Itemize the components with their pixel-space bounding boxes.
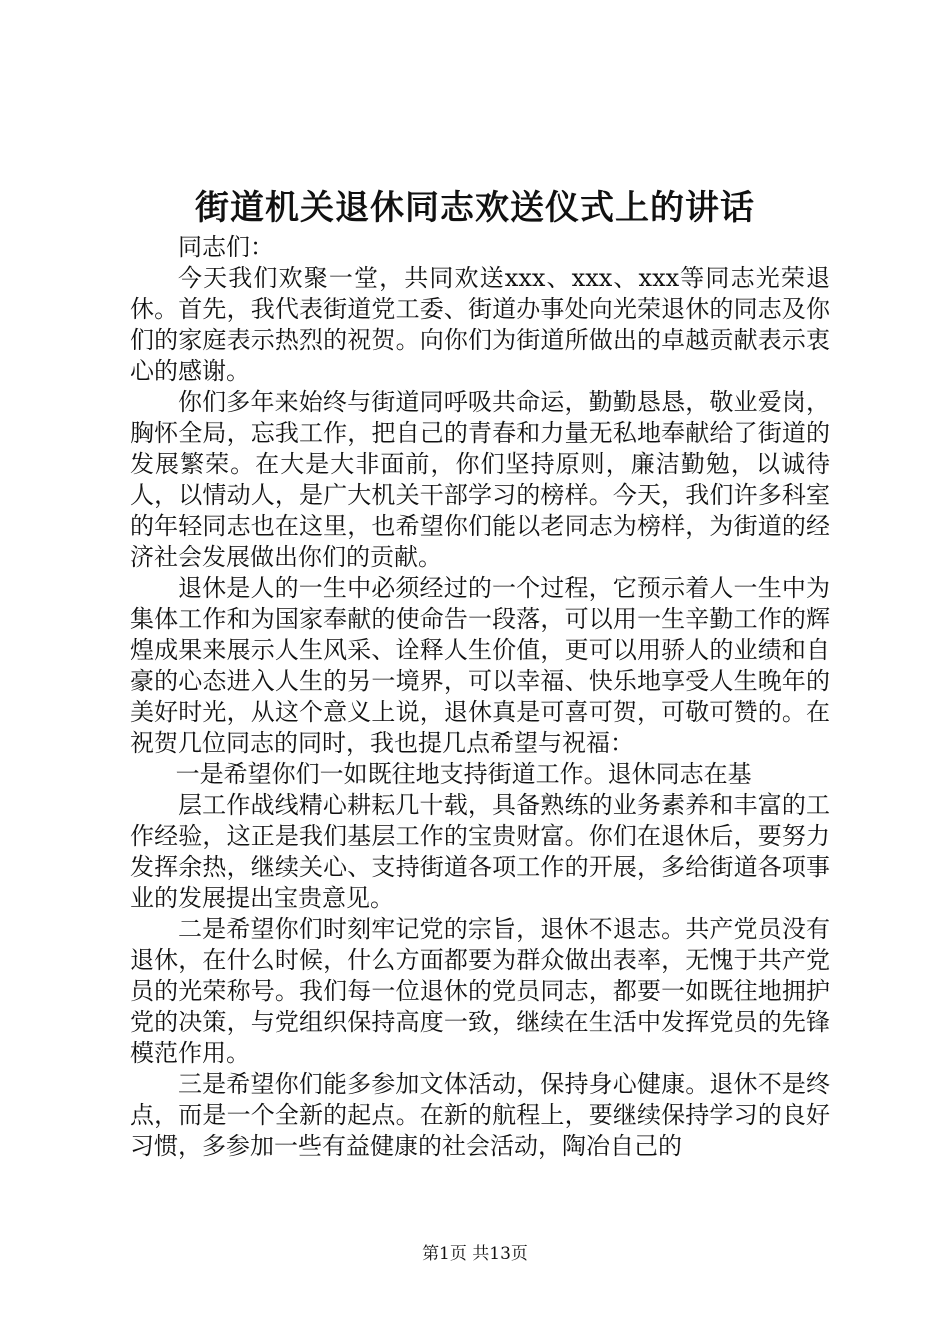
body-paragraph: 你们多年来始终与街道同呼吸共命运，勤勤恳恳，敬业爱岗，胸怀全局，忘我工作，把自己的青春和力量无私地奉献给了街道的发展繁荣。在大是大非面前，你们坚持原则，廉洁勤勉，以诚待人，以情动人，是广大机关干部学习的榜样。今天，我们许多科室的年轻同志也在这里，也希望你们能以老同志为榜样，为街道的经济社会发展做出你们的贡献。 bbox=[130, 388, 830, 571]
body-paragraph: 退休是人的一生中必须经过的一个过程，它预示着人一生中为集体工作和为国家奉献的使命告一段落，可以用一生辛勤工作的辉煌成果来展示人生风采、诠释人生价值，更可以用骄人的业绩和自豪的心态进入人生的另一境界，可以幸福、快乐地享受人生晚年的美好时光，从这个意义上说，退休真是可喜可贺，可敬可赞的。在祝贺几位同志的同时，我也提几点希望与祝福： bbox=[130, 574, 830, 757]
document-body bbox=[130, 232, 830, 1162]
body-paragraph: 一是希望你们一如既往地支持街道工作。退休同志在基 bbox=[175, 760, 752, 788]
body-paragraph: 今天我们欢聚一堂，共同欢送xxx、xxx、xxx等同志光荣退休。首先，我代表街道党工委、街道办事处向光荣退休的同志及你们的家庭表示热烈的祝贺。向你们为街道所做出的卓越贡献表示衷心的感谢。 bbox=[130, 264, 830, 385]
page-number-footer: 第1页 共13页 bbox=[422, 1244, 528, 1264]
salutation-paragraph: 同志们： bbox=[178, 233, 274, 261]
body-paragraph: 二是希望你们时刻牢记党的宗旨，退休不退志。共产党员没有退休，在什么时候，什么方面都要为群众做出表率，无愧于共产党员的光荣称号。我们每一位退休的党员同志，都要一如既往地拥护党的决策，与党组织保持高度一致，继续在生活中发挥党员的先锋模范作用。 bbox=[130, 915, 830, 1067]
document-title: 街道机关退休同志欢送仪式上的讲话 bbox=[195, 188, 755, 228]
body-paragraph: 三是希望你们能多参加文体活动，保持身心健康。退休不是终点，而是一个全新的起点。在新的航程上，要继续保持学习的良好习惯，多参加一些有益健康的社会活动，陶冶自己的 bbox=[130, 1070, 830, 1160]
body-paragraph: 层工作战线精心耕耘几十载，具备熟练的业务素养和丰富的工作经验，这正是我们基层工作的宝贵财富。你们在退休后，要努力发挥余热，继续关心、支持街道各项工作的开展，多给街道各项事业的发展提出宝贵意见。 bbox=[130, 791, 830, 912]
